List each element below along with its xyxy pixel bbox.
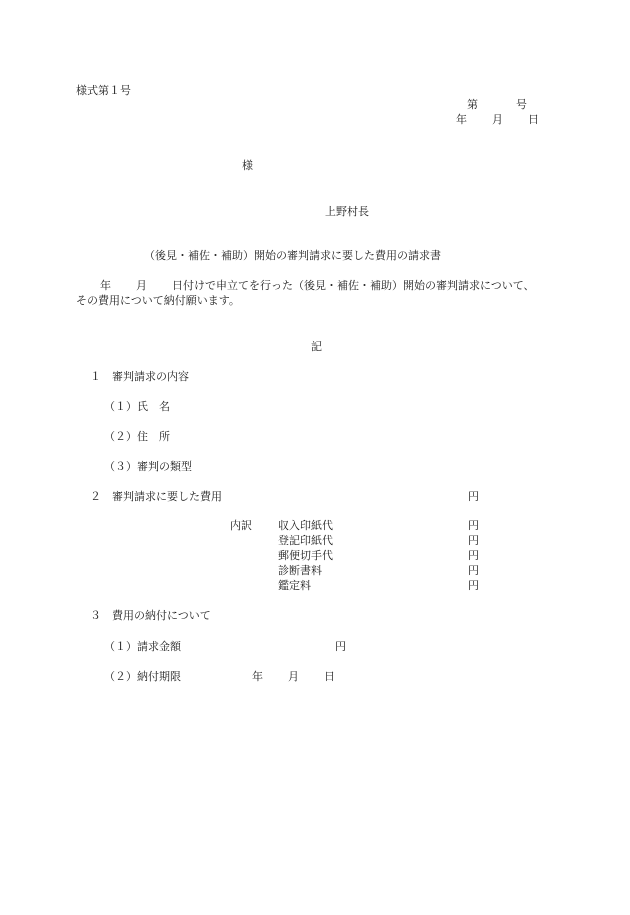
body-line1-rest: 日付けで申立てを行った（後見・補佐・補助）開始の審判請求について、 <box>172 279 535 292</box>
section1-heading: １ 審判請求の内容 <box>90 370 189 383</box>
document-title: （後見・補佐・補助）開始の審判請求に要した費用の請求書 <box>144 249 441 262</box>
ki-heading: 記 <box>311 340 322 353</box>
breakdown-item-postage: 郵便切手代 <box>278 549 333 562</box>
form-number: 様式第１号 <box>76 84 131 97</box>
breakdown-yen: 円 <box>468 564 479 577</box>
breakdown-label: 内訳 <box>230 519 252 532</box>
deadline-day: 日 <box>324 670 335 683</box>
breakdown-yen: 円 <box>468 549 479 562</box>
body-year: 年 <box>100 279 111 292</box>
date-year: 年 <box>456 113 467 126</box>
addressee-suffix: 様 <box>242 159 253 172</box>
date-day: 日 <box>528 113 539 126</box>
breakdown-item-medical-certificate: 診断書料 <box>278 564 322 577</box>
breakdown-yen: 円 <box>468 534 479 547</box>
date-month: 月 <box>492 113 503 126</box>
doc-number-suffix: 号 <box>516 98 527 111</box>
section2-heading: ２ 審判請求に要した費用 <box>90 490 222 503</box>
breakdown-item-registration-stamp: 登記印紙代 <box>278 534 333 547</box>
body-line2: その費用について納付願います。 <box>76 294 240 307</box>
breakdown-yen: 円 <box>468 519 479 532</box>
body-month: 月 <box>136 279 147 292</box>
section1-item-address: （２）住 所 <box>104 430 170 443</box>
section1-item-type: （３）審判の類型 <box>104 460 192 473</box>
deadline-label: （２）納付期限 <box>104 670 181 683</box>
breakdown-item-revenue-stamp: 収入印紙代 <box>278 519 333 532</box>
section3-heading: ３ 費用の納付について <box>90 609 211 622</box>
section1-item-name: （１）氏 名 <box>104 400 170 413</box>
breakdown-yen: 円 <box>468 579 479 592</box>
amount-yen: 円 <box>335 640 346 653</box>
amount-label: （１）請求金額 <box>104 640 181 653</box>
issuer: 上野村長 <box>325 205 369 218</box>
deadline-year: 年 <box>252 670 263 683</box>
breakdown-item-appraisal: 鑑定料 <box>278 579 311 592</box>
section2-yen: 円 <box>468 490 479 503</box>
deadline-month: 月 <box>288 670 299 683</box>
doc-number-prefix: 第 <box>467 98 478 111</box>
